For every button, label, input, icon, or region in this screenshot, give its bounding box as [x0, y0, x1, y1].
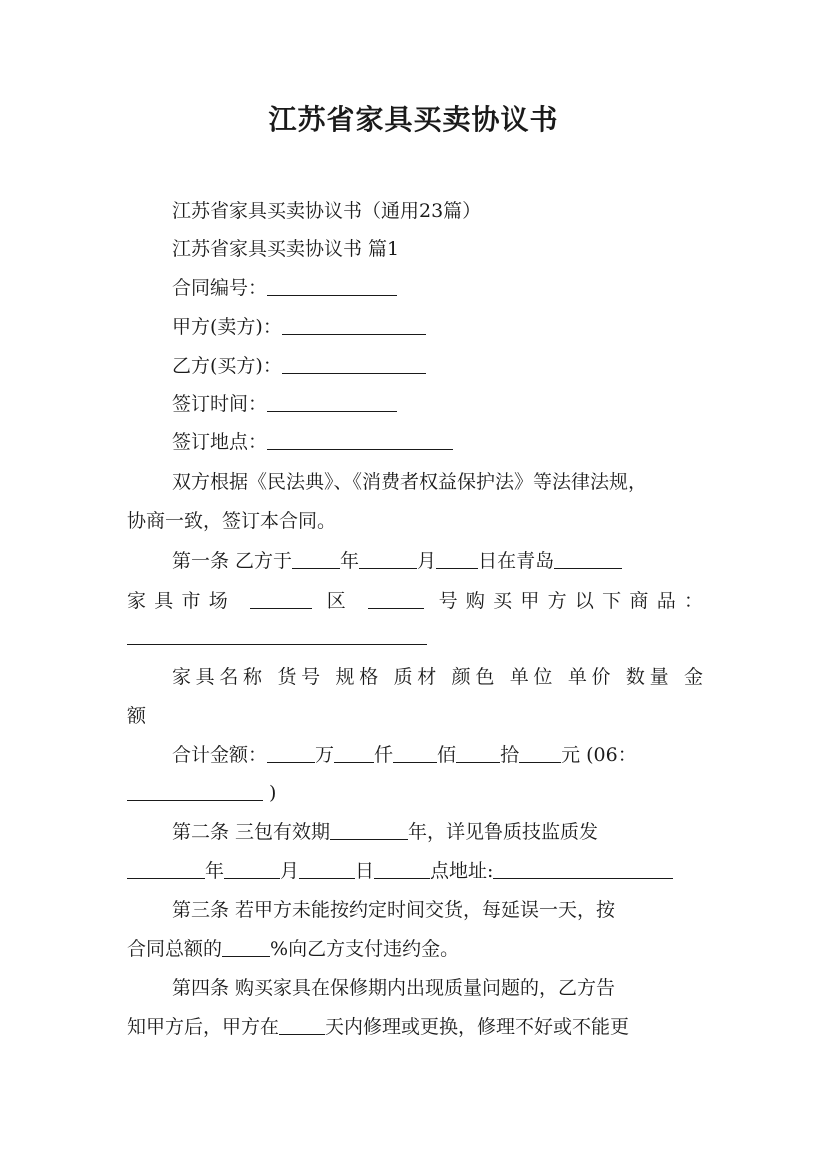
article-2-text: 第二条 三包有效期: [172, 821, 331, 843]
yuan-blank[interactable]: [519, 740, 561, 763]
number-blank[interactable]: [368, 586, 424, 609]
bai-blank[interactable]: [393, 740, 437, 763]
day-label: 日在青岛: [478, 550, 555, 572]
section-heading: [127, 230, 703, 268]
doc-year-label: 年: [205, 860, 225, 882]
party-a-blank[interactable]: [282, 312, 426, 335]
contract-number-field: [127, 269, 703, 307]
document-title: 江苏省家具买卖协议书: [268, 103, 559, 136]
shi-blank[interactable]: [456, 740, 500, 763]
goods-header-wrap: [127, 697, 703, 735]
article-2-text-2: 年，详见鲁质技监质发: [408, 821, 599, 843]
doc-day-blank[interactable]: [299, 856, 355, 879]
sign-place-label: 签订地点：: [172, 431, 268, 453]
article-2-line-1: [127, 813, 703, 851]
article-1-text: 第一条 乙方于: [172, 550, 293, 572]
day-blank[interactable]: [436, 546, 478, 569]
doc-month-blank[interactable]: [224, 856, 280, 879]
contract-number-label: 合同编号：: [172, 277, 268, 299]
close-paren: ): [269, 782, 277, 804]
purchase-text: 号购买甲方以下商品：: [438, 590, 703, 612]
preamble-text-2: 协商一致，签订本合同。: [127, 510, 337, 532]
qian-label: 仟: [374, 744, 394, 766]
article-4-line-2: [127, 1008, 703, 1046]
market-label: 家具市场: [127, 590, 237, 612]
market-name-blank[interactable]: [554, 546, 622, 569]
preamble-text-1: 双方根据《民法典》、《消费者权益保护法》等法律法规，: [172, 471, 648, 493]
article-1-line-1: [127, 542, 703, 580]
goods-header-wrap-text: 额: [127, 705, 147, 727]
article-2-line-2: [127, 852, 703, 890]
wan-label: 万: [315, 744, 335, 766]
party-a-field: [127, 308, 703, 346]
party-a-label: 甲方(卖方)：: [172, 316, 282, 338]
sign-time-blank[interactable]: [267, 389, 397, 412]
article-3-text-2: 合同总额的: [127, 938, 223, 960]
party-b-field: [127, 347, 703, 385]
address-label: 点地址:: [430, 860, 494, 882]
district-blank[interactable]: [250, 586, 312, 609]
wan-blank[interactable]: [267, 740, 315, 763]
repair-days-blank[interactable]: [279, 1012, 325, 1035]
article-4-text: 第四条 购买家具在保修期内出现质量问题的，乙方告: [172, 977, 616, 999]
contract-number-blank[interactable]: [267, 273, 397, 296]
subtitle-text: 江苏省家具买卖协议书（通用23篇）: [172, 200, 482, 222]
total-amount-line: [127, 736, 703, 774]
preamble-line-1: [127, 463, 703, 501]
article-4-line-1: [127, 969, 703, 1007]
goods-blank[interactable]: [127, 622, 427, 645]
party-b-label: 乙方(买方)：: [172, 355, 282, 377]
subtitle-line: [127, 192, 703, 230]
doc-year-blank[interactable]: [127, 856, 205, 879]
total-uppercase-blank[interactable]: [127, 778, 263, 801]
doc-month-label: 月: [280, 860, 300, 882]
preamble-line-2: [127, 502, 703, 540]
yuan-label: 元 (06：: [561, 744, 637, 766]
sign-time-label: 签订时间：: [172, 393, 268, 415]
section-heading-text: 江苏省家具买卖协议书 篇1: [172, 238, 400, 260]
sign-time-field: [127, 385, 703, 423]
article-3-line-2: [127, 930, 703, 968]
month-label: 月: [417, 550, 437, 572]
month-blank[interactable]: [359, 546, 417, 569]
penalty-rate-blank[interactable]: [222, 934, 270, 957]
warranty-period-blank[interactable]: [330, 817, 408, 840]
hour-blank[interactable]: [374, 856, 430, 879]
address-blank[interactable]: [493, 856, 673, 879]
year-label: 年: [340, 550, 360, 572]
shi-label: 拾: [500, 744, 520, 766]
total-amount-label: 合计金额：: [172, 744, 268, 766]
district-label: 区: [326, 590, 354, 612]
article-3-text: 第三条 若甲方未能按约定时间交货，每延误一天，按: [172, 899, 616, 921]
article-3-text-3: %向乙方支付违约金。: [270, 938, 460, 960]
qian-blank[interactable]: [334, 740, 374, 763]
party-b-blank[interactable]: [282, 351, 426, 374]
goods-header-line: [127, 658, 703, 696]
article-4-text-2: 知甲方后，甲方在: [127, 1016, 280, 1038]
article-1-line-2: [127, 582, 703, 620]
sign-place-field: [127, 423, 703, 461]
doc-day-label: 日: [355, 860, 375, 882]
goods-header-text: 家具名称 货号 规格 质材 颜色 单位 单价 数量 金: [172, 666, 703, 688]
year-blank[interactable]: [292, 546, 340, 569]
article-4-text-3: 天内修理或更换，修理不好或不能更: [325, 1016, 630, 1038]
bai-label: 佰: [437, 744, 457, 766]
article-1-line-3: [127, 618, 703, 656]
sign-place-blank[interactable]: [267, 427, 453, 450]
total-amount-wrap: [127, 774, 703, 812]
article-3-line-1: [127, 891, 703, 929]
